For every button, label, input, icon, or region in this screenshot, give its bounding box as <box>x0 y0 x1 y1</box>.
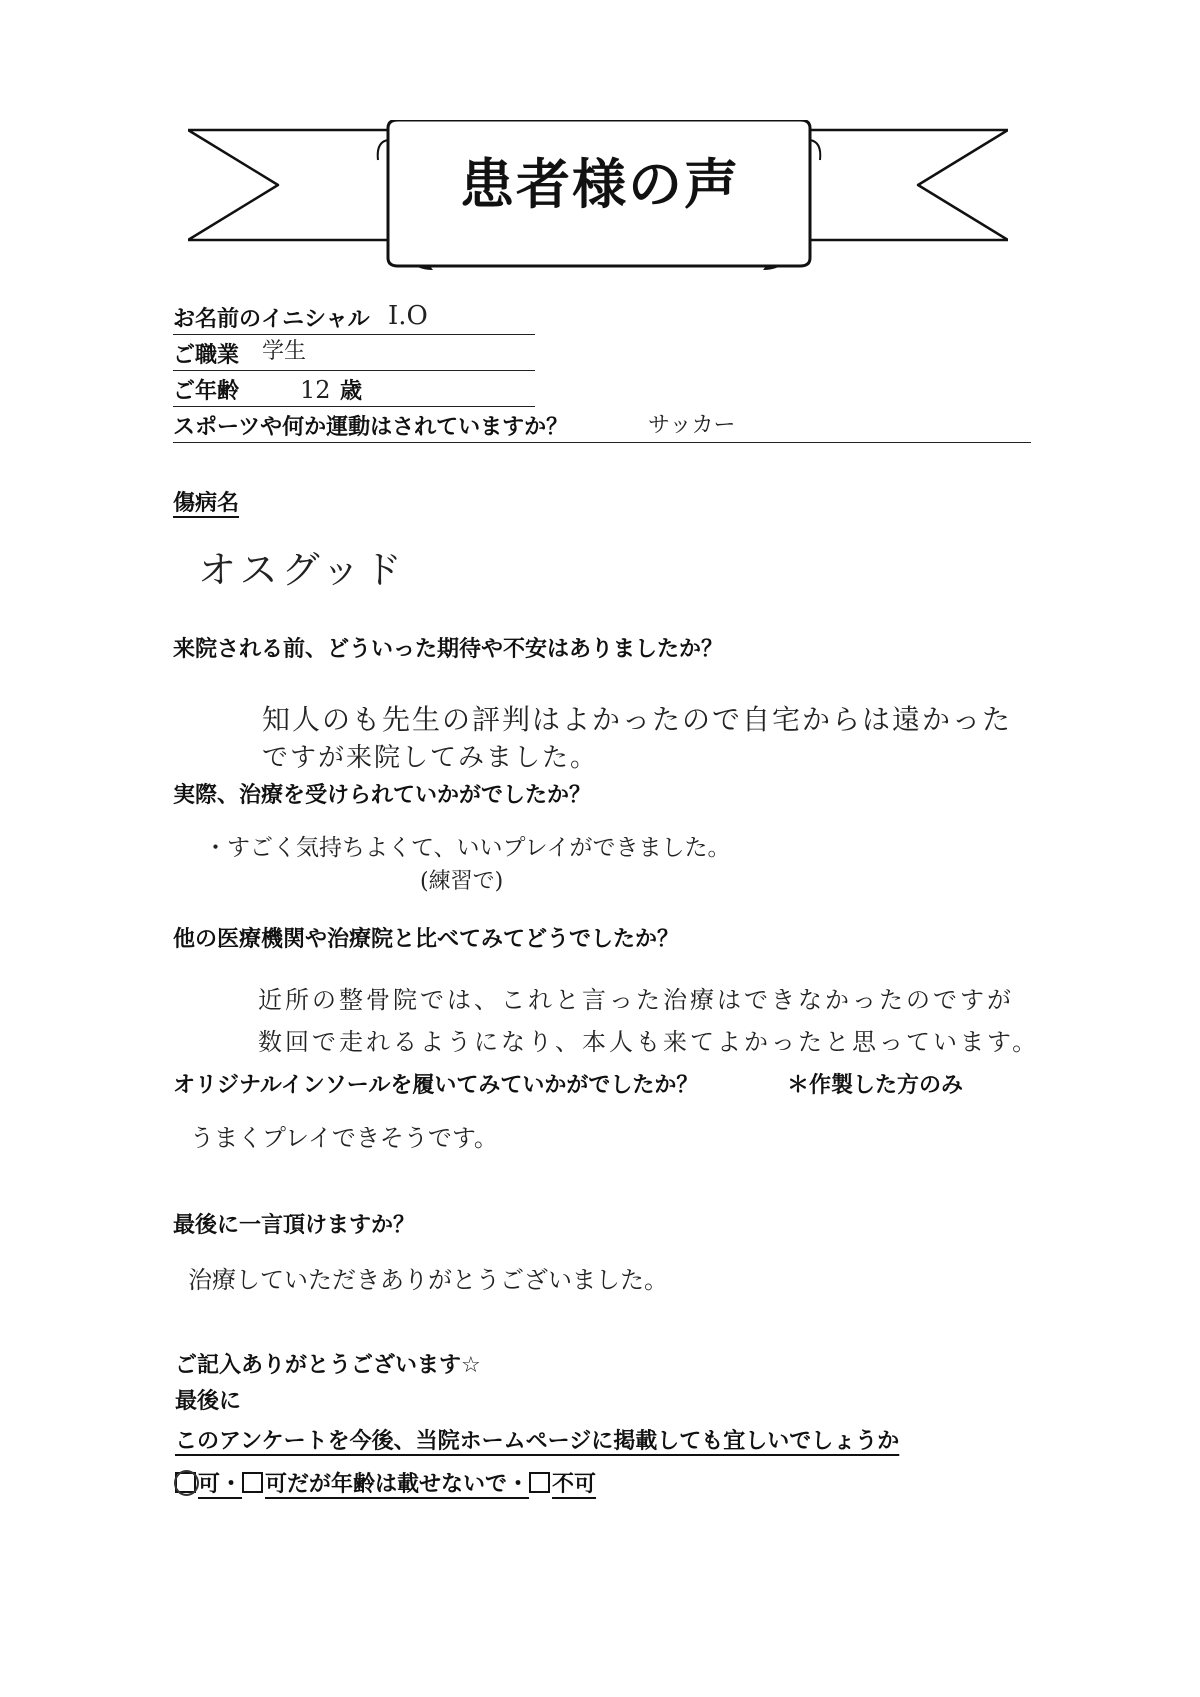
last-text: 最後に <box>175 1389 242 1414</box>
initials-label: お名前のイニシャル <box>173 307 370 332</box>
sports-label: スポーツや何か運動はされていますか？ <box>173 415 569 440</box>
insole-note: ＊作製した方のみ <box>787 1073 964 1098</box>
question-compare: 他の医療機関や治療院と比べてみてどうでしたか？ <box>173 927 680 952</box>
option-deny-label: 不可 <box>552 1472 597 1497</box>
initials-underline <box>173 334 535 335</box>
answer-last-words: 治療していただきありがとうございました。 <box>188 1266 668 1294</box>
answer-compare-line1: 近所の整骨院では、これと言った治療はできなかったのですが <box>258 986 1014 1014</box>
question-insole: オリジナルインソールを履いてみていかがでしたか？ <box>173 1073 699 1098</box>
answer-actual-line2: (練習で) <box>420 869 504 894</box>
answer-insole: うまくプレイできそうです。 <box>190 1124 498 1152</box>
answer-actual-line1: ・すごく気持ちよくて、いいプレイができました。 <box>204 835 731 861</box>
injury-label: 傷病名 <box>173 491 240 516</box>
option-deny-checkbox[interactable] <box>529 1472 550 1493</box>
option-allow-checkbox[interactable] <box>175 1472 196 1493</box>
age-value: 12 <box>300 376 331 404</box>
thanks-text: ご記入ありがとうございます☆ <box>175 1353 481 1378</box>
consent-question: このアンケートを今後、当院ホームページに掲載しても宜しいでしょうか <box>175 1429 900 1454</box>
initials-value: I.O <box>388 301 428 331</box>
question-actual-treatment: 実際、治療を受けられていかがでしたか？ <box>173 783 592 808</box>
age-unit: 歳 <box>340 379 363 404</box>
option-allow-label: 可・ <box>198 1472 243 1497</box>
question-last-words: 最後に一言頂けますか？ <box>173 1213 416 1238</box>
question-before-visit: 来院される前、どういった期待や不安はありましたか？ <box>173 637 724 662</box>
occupation-value: 学生 <box>262 339 307 364</box>
answer-before-visit-line2: ですが来院してみました。 <box>262 743 599 773</box>
age-label: ご年齢 <box>173 379 240 404</box>
occupation-label: ご職業 <box>173 343 240 368</box>
age-underline <box>173 406 535 407</box>
option-allow-no-age-checkbox[interactable] <box>242 1472 263 1493</box>
answer-before-visit-line1: 知人のも先生の評判はよかったので自宅からは遠かった <box>262 703 1013 736</box>
answer-compare-line2: 数回で走れるようになり、本人も来てよかったと思っています。 <box>258 1028 1040 1056</box>
occupation-underline <box>173 370 535 371</box>
option-allow-no-age-label: 可だが年齢は載せないで・ <box>265 1472 530 1497</box>
injury-value: オスグッド <box>198 548 406 592</box>
sports-underline <box>173 442 1031 443</box>
sports-value: サッカー <box>648 413 736 438</box>
consent-options <box>175 1467 596 1498</box>
page-title: 患者様の声 <box>460 153 740 216</box>
